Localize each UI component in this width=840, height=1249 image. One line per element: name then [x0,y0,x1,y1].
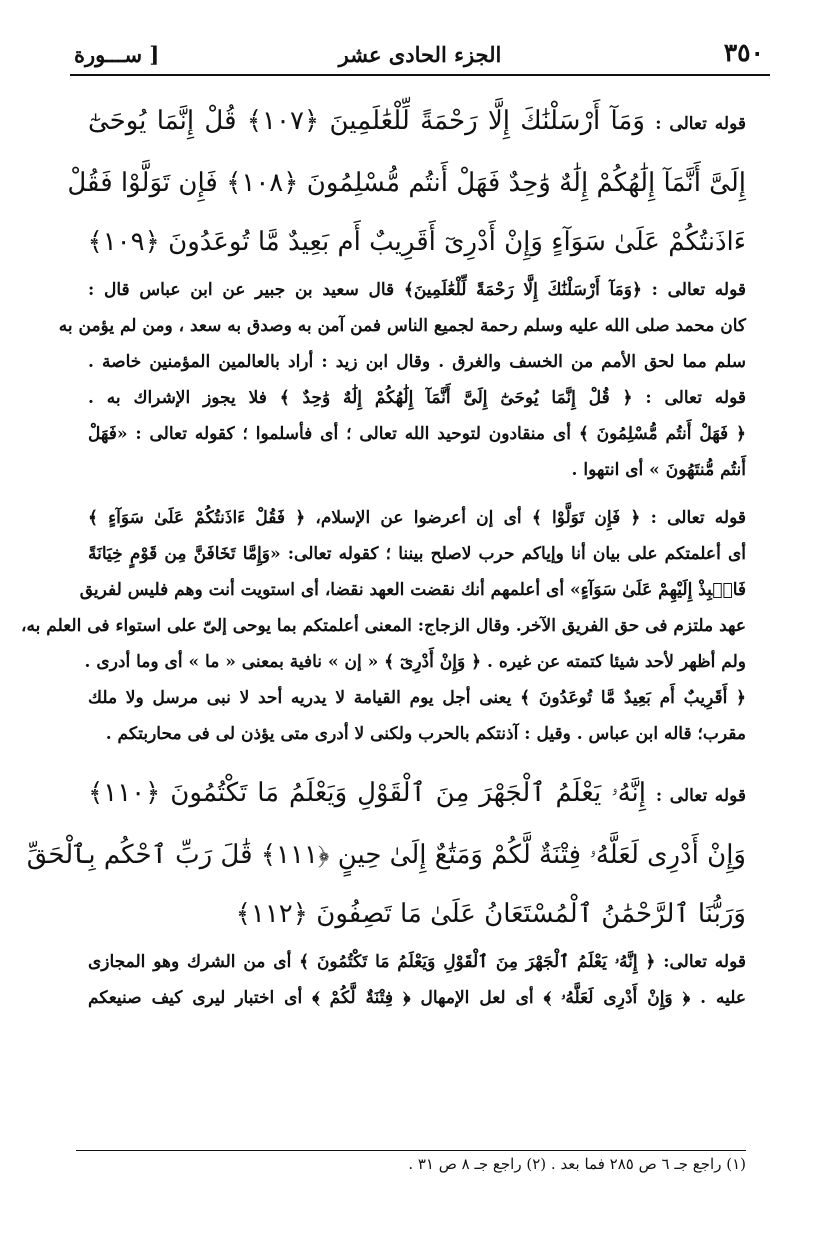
verse-lead: قوله تعالى : [655,114,746,134]
commentary-paragraph [21,500,746,752]
page-number: ٣٥٠ [723,38,764,67]
verse-block [67,92,746,272]
commentary-line: ﴿ أَقَرِيبٌ أَم بَعِيدٌ مَّا تُوعَدُونَ ﴾ يعنى أجل يوم القيامة لا يدريه أحد لا نبى مرسل ولا ملك [88,688,746,708]
commentary-paragraph [88,944,746,1016]
verse-line [88,213,746,272]
commentary-line: ﴿ فَهَلْ أَنتُم مُّسْلِمُونَ ﴾ أى منقادون لتوحيد الله تعالى ؛ أى فأسلموا ؛ كقوله تعالى : «فَهَلْ [88,424,746,444]
verse-text: وَإِنْ أَدْرِى لَعَلَّهُۥ فِتْنَةٌ لَّكُمْ وَمَتَٰعٌ إِلَىٰ حِينٍ ﴿١١١﴾ قَٰلَ رَبِّ ٱحْكُم بِٱلْحَقِّ [26,840,746,870]
commentary-line: كان محمد صلى الله عليه وسلم رحمة لجميع الناس فمن آمن به وصدق به سعد ، ومن لم يؤمن به [58,316,746,336]
verse-text: ءَاذَنتُكُمْ عَلَىٰ سَوَآءٍ وَإِنْ أَدْرِىٓ أَقَرِيبٌ أَم بَعِيدٌ مَّا تُوعَدُونَ ﴿١٠٩﴾ [87,227,746,257]
verse-block [26,764,746,944]
commentary-line: عهد ملتزم فى حق الفريق الآخر. وقال الزجاج: المعنى أعلمتكم بما يوحى إلىّ على استواء فى العلم به، [21,616,746,636]
verse-line [88,764,746,826]
commentary-line: أَنتُم مُّنتَهُونَ » أى انتهوا . [571,460,746,480]
commentary-line: قوله تعالى : ﴿ فَإِن تَوَلَّوْا ﴾ أى إن أعرضوا عن الإسلام، ﴿ فَقُلْ ءَاذَنتُكُمْ عَلَىٰ سَوَآءٍ ﴾ [88,508,746,528]
commentary-paragraph [58,272,746,380]
surah-label: [ ســـورة [74,42,160,67]
footnotes: (١) راجع جـ ٦ ص ٢٨٥ فما بعد . (٢) راجع جـ ٨ ص ٣١ . [408,1155,746,1173]
commentary-line: قوله تعالى : ﴿ قُلْ إِنَّمَا يُوحَىٰٓ إِلَىَّ أَنَّمَآ إِلَٰهُكُمْ إِلَٰهٌ وَٰحِدٌ ﴾ فلا يجوز الإشراك به . [88,388,746,408]
verse-text: وَمَآ أَرْسَلْنَٰكَ إِلَّا رَحْمَةً لِّلْعَٰلَمِينَ ﴿١٠٧﴾ قُلْ إِنَّمَا يُوحَىٰٓ [88,106,645,136]
commentary-line: قوله تعالى : ﴿وَمَآ أَرْسَلْنَٰكَ إِلَّا رَحْمَةً لِّلْعَٰلَمِينَ﴾ قال سعيد بن جبير عن ابن عباس قال : [88,280,746,300]
verse-line [67,154,746,213]
verse-lead: قوله تعالى : [655,786,746,806]
commentary-line: مقرب؛ قاله ابن عباس . وقيل : آذنتكم بالحرب ولكنى لا أدرى متى يؤذن لى فى محاربتكم . [105,724,746,744]
commentary-line: سلم مما لحق الأمم من الخسف والغرق . وقال ابن زيد : أراد بالعالمين المؤمنين خاصة . [88,352,746,372]
verse-line [88,885,746,944]
commentary-line: قوله تعالى: ﴿ إِنَّهُۥ يَعْلَمُ ٱلْجَهْرَ مِنَ ٱلْقَوْلِ وَيَعْلَمُ مَا تَكْتُمُونَ ﴾ أى من الشرك وهو المجازى [88,952,746,972]
verse-line [26,826,746,885]
page-header [70,34,770,74]
commentary-line: ولم أظهر لأحد شيئا كتمته عن غيره . ﴿ وَإِنْ أَدْرِىٓ ﴾ « إن » نافية بمعنى « ما » أى وما أدرى . [84,652,746,672]
running-title: الجزء الحادى عشر [338,42,502,67]
verse-text: إِنَّهُۥ يَعْلَمُ ٱلْجَهْرَ مِنَ ٱلْقَوْلِ وَيَعْلَمُ مَا تَكْتُمُونَ ﴿١١٠﴾ [88,778,646,808]
page-body [21,92,746,1016]
commentary-line: فَانۢبِذْ إِلَيْهِمْ عَلَىٰ سَوَآءٍ» أى أعلمهم أنك نقضت العهد نقضا، أى استويت أنت وهم فليس لفريق [79,580,746,600]
commentary-line: أى أعلمتكم على بيان أنا وإياكم حرب لاصلح بيننا ؛ كقوله تعالى: «وَإِمَّا تَخَافَنَّ مِن قَوْمٍ خِيَانَةً [88,544,746,564]
commentary-line: عليه . ﴿ وَإِنْ أَدْرِى لَعَلَّهُۥ ﴾ أى لعل الإمهال ﴿ فِتْنَةٌ لَّكُمْ ﴾ أى اختبار ليرى كيف صنيعكم [88,988,746,1008]
verse-text: إِلَىَّ أَنَّمَآ إِلَٰهُكُمْ إِلَٰهٌ وَٰحِدٌ فَهَلْ أَنتُم مُّسْلِمُونَ ﴿١٠٨﴾ فَإِن تَوَلَّوْا فَقُلْ [67,168,746,198]
verse-text: وَرَبُّنَا ٱلرَّحْمَٰنُ ٱلْمُسْتَعَانُ عَلَىٰ مَا تَصِفُونَ ﴿١١٢﴾ [235,899,746,929]
footnote-rule [76,1150,746,1151]
commentary-paragraph [88,380,746,488]
header-rule [70,74,770,76]
verse-line [88,92,746,154]
